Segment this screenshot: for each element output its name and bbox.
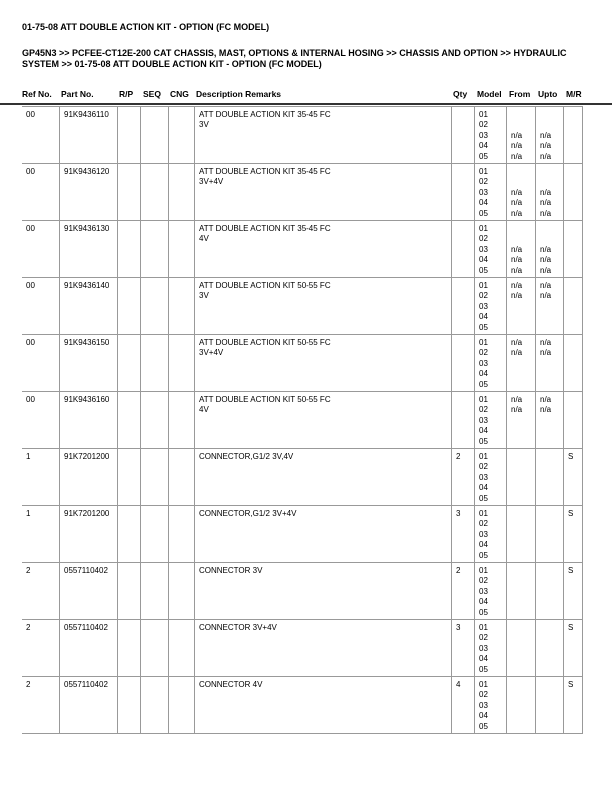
cell-empty [169, 278, 195, 335]
column-header: Model [477, 89, 502, 99]
cell-desc: CONNECTOR 3V [195, 563, 452, 620]
cell-upto: n/a n/a n/a [536, 164, 564, 221]
cell-mr: S [564, 449, 583, 506]
cell-empty [141, 677, 169, 734]
cell-from [507, 563, 536, 620]
cell-upto [536, 677, 564, 734]
cell-qty: 2 [452, 449, 475, 506]
cell-empty [118, 392, 141, 449]
cell-qty: 4 [452, 677, 475, 734]
cell-part: 91K9436110 [60, 107, 118, 164]
cell-empty [118, 278, 141, 335]
cell-desc: CONNECTOR 3V+4V [195, 620, 452, 677]
table-row[interactable] [22, 677, 583, 734]
cell-empty [141, 107, 169, 164]
cell-ref: 00 [22, 392, 60, 449]
cell-empty [169, 449, 195, 506]
cell-empty [118, 335, 141, 392]
cell-model: 01 02 03 04 05 [475, 278, 507, 335]
cell-mr: S [564, 506, 583, 563]
cell-model: 01 02 03 04 05 [475, 449, 507, 506]
table-row[interactable] [22, 278, 583, 335]
cell-empty [141, 620, 169, 677]
column-header: SEQ [143, 89, 161, 99]
column-header: M/R [566, 89, 582, 99]
table-row[interactable] [22, 107, 583, 164]
cell-model: 01 02 03 04 05 [475, 107, 507, 164]
cell-ref: 2 [22, 677, 60, 734]
cell-model: 01 02 03 04 05 [475, 392, 507, 449]
cell-from [507, 677, 536, 734]
cell-ref: 00 [22, 335, 60, 392]
cell-empty [141, 392, 169, 449]
cell-mr [564, 278, 583, 335]
cell-part: 91K7201200 [60, 449, 118, 506]
cell-mr [564, 221, 583, 278]
cell-ref: 2 [22, 620, 60, 677]
cell-desc: CONNECTOR,G1/2 3V+4V [195, 506, 452, 563]
column-header: Description Remarks [196, 89, 282, 99]
cell-ref: 00 [22, 164, 60, 221]
column-header: From [509, 89, 531, 99]
cell-mr: S [564, 677, 583, 734]
cell-empty [169, 221, 195, 278]
cell-model: 01 02 03 04 05 [475, 563, 507, 620]
cell-ref: 1 [22, 449, 60, 506]
cell-model: 01 02 03 04 05 [475, 506, 507, 563]
parts-table [22, 106, 583, 734]
cell-desc: ATT DOUBLE ACTION KIT 50-55 FC 4V [195, 392, 452, 449]
cell-empty [169, 563, 195, 620]
cell-empty [118, 506, 141, 563]
cell-part: 0557110402 [60, 677, 118, 734]
cell-empty [169, 107, 195, 164]
cell-empty [141, 221, 169, 278]
table-row[interactable] [22, 221, 583, 278]
cell-part: 91K9436120 [60, 164, 118, 221]
cell-part: 91K7201200 [60, 506, 118, 563]
cell-empty [169, 620, 195, 677]
cell-from: n/a n/a [507, 335, 536, 392]
cell-part: 91K9436140 [60, 278, 118, 335]
cell-part: 0557110402 [60, 620, 118, 677]
column-header: Part No. [61, 89, 94, 99]
cell-from [507, 620, 536, 677]
table-row[interactable] [22, 563, 583, 620]
column-header: Ref No. [22, 89, 52, 99]
cell-empty [118, 107, 141, 164]
table-row[interactable] [22, 620, 583, 677]
cell-empty [141, 563, 169, 620]
cell-empty [118, 563, 141, 620]
cell-empty [118, 677, 141, 734]
cell-qty: 3 [452, 506, 475, 563]
cell-empty [169, 164, 195, 221]
cell-upto [536, 620, 564, 677]
column-header: CNG [170, 89, 189, 99]
cell-qty [452, 221, 475, 278]
cell-qty [452, 335, 475, 392]
cell-desc: ATT DOUBLE ACTION KIT 35-45 FC 3V+4V [195, 164, 452, 221]
cell-mr [564, 392, 583, 449]
cell-empty [141, 335, 169, 392]
cell-upto: n/a n/a [536, 335, 564, 392]
cell-qty [452, 392, 475, 449]
cell-part: 91K9436150 [60, 335, 118, 392]
cell-desc: CONNECTOR 4V [195, 677, 452, 734]
cell-upto: n/a n/a n/a [536, 221, 564, 278]
cell-upto [536, 563, 564, 620]
header-divider [0, 103, 612, 105]
breadcrumb: GP45N3 >> PCFEE-CT12E-200 CAT CHASSIS, MAST, OPTIONS & INTERNAL HOSING >> CHASSIS AND OPTION >> HYDRAULIC SYSTEM >> 01-75-08 ATT DOUBLE ACTION KIT - OPTION (FC MODEL) [22, 48, 567, 69]
table-row[interactable] [22, 449, 583, 506]
cell-empty [141, 278, 169, 335]
cell-mr: S [564, 620, 583, 677]
table-row[interactable] [22, 164, 583, 221]
page-title: 01-75-08 ATT DOUBLE ACTION KIT - OPTION (FC MODEL) [22, 22, 270, 32]
cell-part: 91K9436160 [60, 392, 118, 449]
column-header: R/P [119, 89, 134, 99]
cell-empty [169, 335, 195, 392]
cell-ref: 00 [22, 107, 60, 164]
cell-model: 01 02 03 04 05 [475, 335, 507, 392]
cell-upto [536, 506, 564, 563]
column-header: Qty [453, 89, 468, 99]
cell-desc: ATT DOUBLE ACTION KIT 35-45 FC 3V [195, 107, 452, 164]
cell-from: n/a n/a n/a [507, 164, 536, 221]
column-header: Upto [538, 89, 558, 99]
cell-from: n/a n/a [507, 392, 536, 449]
cell-model: 01 02 03 04 05 [475, 221, 507, 278]
cell-empty [169, 506, 195, 563]
cell-desc: ATT DOUBLE ACTION KIT 50-55 FC 3V+4V [195, 335, 452, 392]
cell-empty [118, 620, 141, 677]
table-row[interactable] [22, 392, 583, 449]
cell-desc: ATT DOUBLE ACTION KIT 50-55 FC 3V [195, 278, 452, 335]
cell-empty [118, 221, 141, 278]
cell-empty [141, 164, 169, 221]
cell-qty [452, 107, 475, 164]
cell-from: n/a n/a n/a [507, 221, 536, 278]
cell-empty [169, 677, 195, 734]
cell-qty [452, 164, 475, 221]
cell-empty [118, 449, 141, 506]
cell-ref: 00 [22, 221, 60, 278]
cell-qty [452, 278, 475, 335]
cell-upto: n/a n/a [536, 392, 564, 449]
cell-empty [169, 392, 195, 449]
cell-mr: S [564, 563, 583, 620]
cell-upto: n/a n/a [536, 278, 564, 335]
cell-mr [564, 164, 583, 221]
cell-mr [564, 335, 583, 392]
cell-part: 0557110402 [60, 563, 118, 620]
cell-from [507, 449, 536, 506]
cell-upto [536, 449, 564, 506]
cell-ref: 00 [22, 278, 60, 335]
cell-empty [118, 164, 141, 221]
cell-from: n/a n/a [507, 278, 536, 335]
cell-ref: 1 [22, 506, 60, 563]
cell-model: 01 02 03 04 05 [475, 620, 507, 677]
cell-model: 01 02 03 04 05 [475, 677, 507, 734]
cell-empty [141, 449, 169, 506]
cell-model: 01 02 03 04 05 [475, 164, 507, 221]
cell-mr [564, 107, 583, 164]
cell-ref: 2 [22, 563, 60, 620]
table-row[interactable] [22, 335, 583, 392]
cell-part: 91K9436130 [60, 221, 118, 278]
cell-qty: 3 [452, 620, 475, 677]
cell-upto: n/a n/a n/a [536, 107, 564, 164]
cell-from: n/a n/a n/a [507, 107, 536, 164]
table-row[interactable] [22, 506, 583, 563]
cell-desc: ATT DOUBLE ACTION KIT 35-45 FC 4V [195, 221, 452, 278]
cell-empty [141, 506, 169, 563]
cell-desc: CONNECTOR,G1/2 3V,4V [195, 449, 452, 506]
cell-from [507, 506, 536, 563]
cell-qty: 2 [452, 563, 475, 620]
